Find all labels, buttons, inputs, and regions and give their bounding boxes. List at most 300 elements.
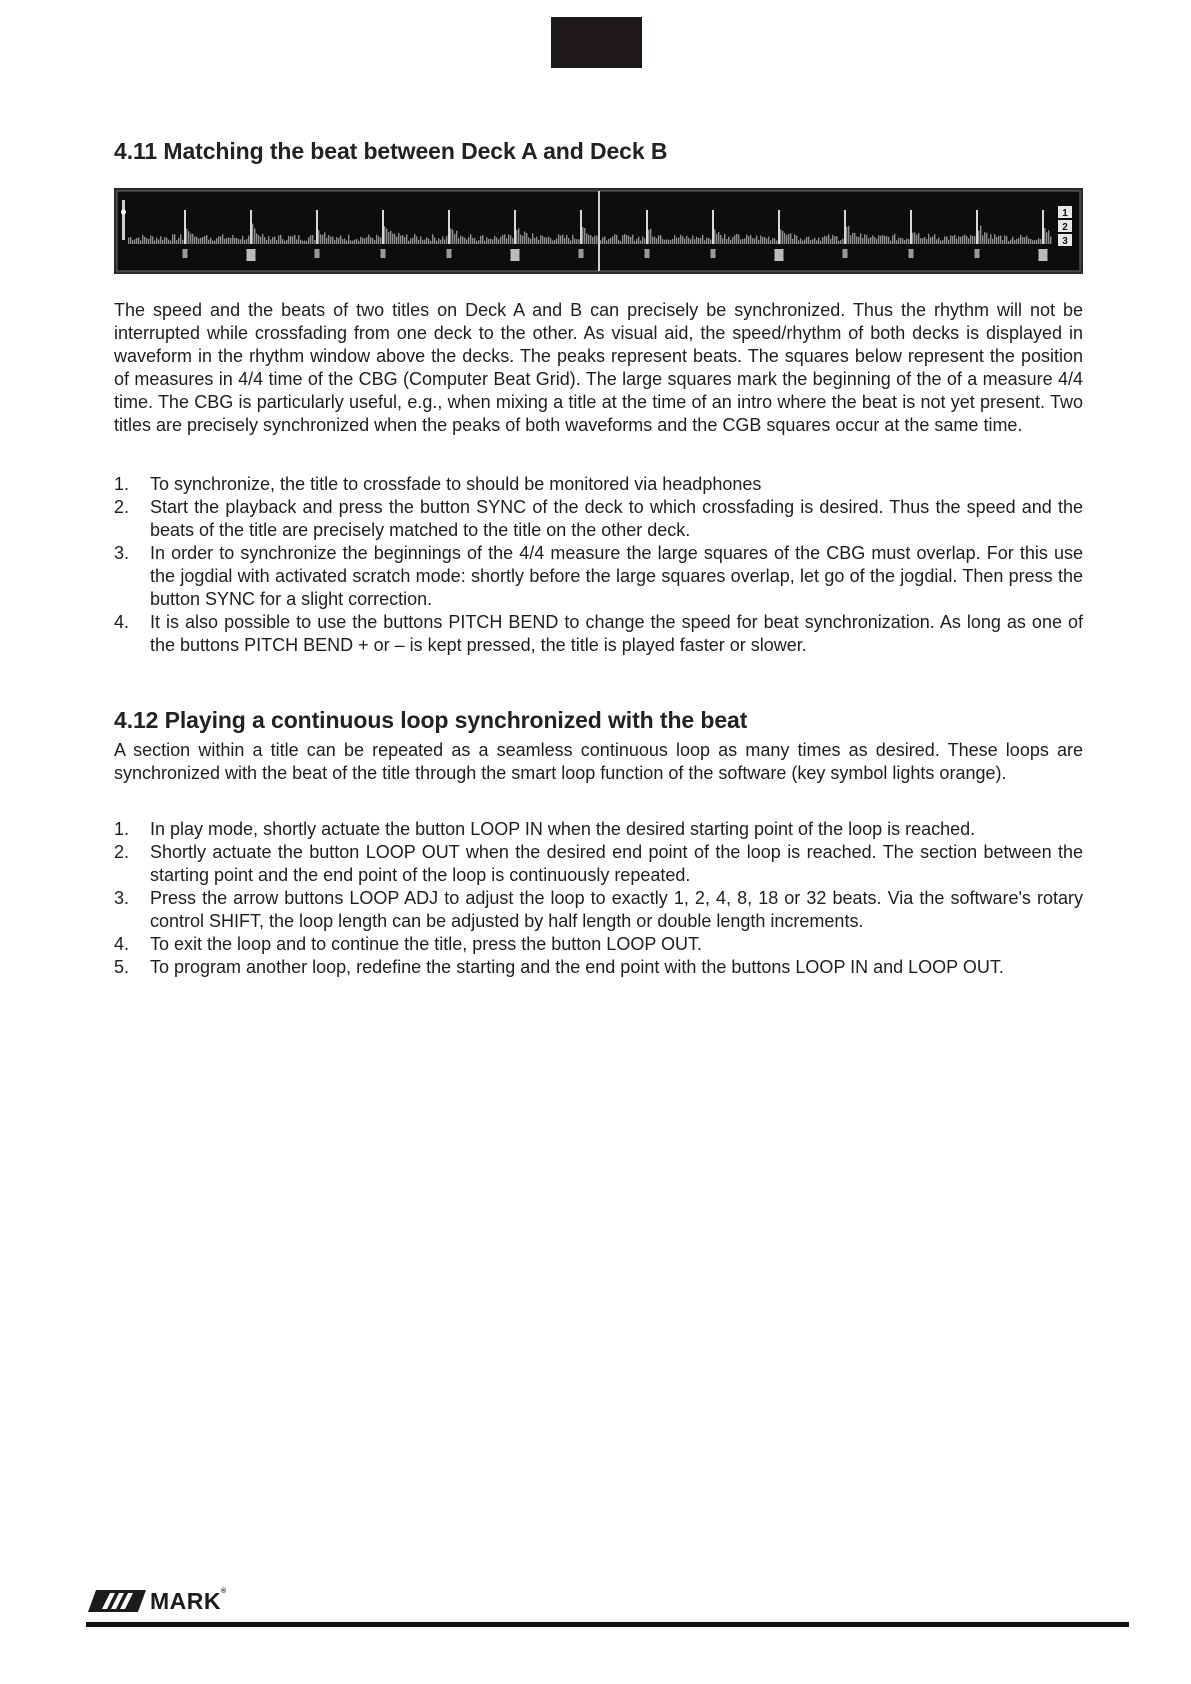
waveform-sample	[376, 235, 377, 244]
waveform-sample	[178, 238, 179, 244]
waveform-sample	[146, 238, 147, 244]
measure-square-large	[1039, 249, 1048, 261]
waveform-sample	[210, 238, 211, 244]
waveform-sample	[702, 235, 703, 244]
waveform-sample	[534, 238, 535, 244]
list-item: 1. In play mode, shortly actuate the button LOOP IN when the desired starting point of the loop is reached.	[114, 819, 976, 839]
waveform-sample	[532, 233, 533, 244]
waveform-sample	[436, 241, 437, 244]
waveform-sample	[644, 238, 645, 244]
waveform-sample	[252, 224, 253, 244]
waveform-sample	[872, 235, 873, 244]
waveform-sample	[560, 236, 561, 244]
measure-square	[645, 249, 650, 258]
track-start-dot	[121, 210, 126, 215]
waveform-sample	[552, 240, 553, 244]
waveform-sample	[744, 238, 745, 244]
waveform-sample	[918, 233, 919, 244]
waveform-sample	[592, 237, 593, 244]
measure-square	[315, 249, 320, 258]
waveform-sample	[346, 240, 347, 244]
waveform-sample	[658, 235, 659, 244]
waveform-sample	[306, 241, 307, 244]
waveform-sample	[442, 236, 443, 244]
waveform-sample	[694, 239, 695, 244]
waveform-sample	[1004, 235, 1005, 244]
waveform-sample	[954, 235, 955, 244]
waveform-sample	[230, 238, 231, 244]
waveform-sample	[144, 237, 145, 244]
waveform-sample	[166, 238, 167, 244]
waveform-sample	[462, 237, 463, 244]
waveform-sample	[400, 236, 401, 244]
waveform-sample	[950, 235, 951, 244]
waveform-sample	[662, 239, 663, 244]
waveform-sample	[370, 237, 371, 244]
beat-peak	[514, 210, 516, 244]
waveform-sample	[488, 239, 489, 244]
waveform-sample	[968, 238, 969, 244]
waveform-sample	[450, 228, 451, 244]
waveform-sample	[470, 234, 471, 244]
waveform-sample	[466, 240, 467, 244]
waveform-sample	[214, 241, 215, 244]
waveform-sample	[468, 237, 469, 244]
waveform-sample	[358, 241, 359, 244]
waveform-sample	[994, 234, 995, 244]
waveform-sample	[208, 240, 209, 244]
waveform-sample	[970, 235, 971, 244]
waveform-sample	[536, 237, 537, 244]
waveform-sample	[906, 238, 907, 244]
waveform-sample	[660, 235, 661, 244]
waveform-sample	[296, 239, 297, 244]
waveform-sample	[880, 236, 881, 244]
waveform-sample	[960, 237, 961, 244]
waveform-sample	[312, 235, 313, 244]
waveform-sample	[458, 238, 459, 244]
waveform-sample	[892, 235, 893, 244]
waveform-sample	[480, 236, 481, 244]
waveform-sample	[594, 236, 595, 244]
waveform-sample	[540, 235, 541, 244]
section-heading-4-12: 4.12 Playing a continuous loop synchronized with the beat	[114, 707, 748, 733]
waveform-sample	[618, 240, 619, 244]
waveform-sample	[798, 240, 799, 244]
waveform-sample	[848, 226, 849, 244]
waveform-sample	[638, 237, 639, 244]
waveform-sample	[254, 228, 255, 244]
waveform-sample	[278, 235, 279, 244]
waveform-sample	[426, 237, 427, 244]
waveform-sample	[686, 236, 687, 244]
waveform-sample	[806, 237, 807, 244]
waveform-sample	[724, 234, 725, 244]
footer-rule	[86, 1622, 1129, 1627]
waveform-sample	[596, 236, 597, 244]
waveform-sample	[188, 231, 189, 244]
waveform-sample	[768, 237, 769, 244]
waveform-sample	[148, 239, 149, 244]
waveform-sample	[788, 234, 789, 244]
waveform-sample	[866, 235, 867, 244]
waveform-sample	[380, 238, 381, 244]
waveform-sample	[194, 237, 195, 244]
waveform-sample	[198, 238, 199, 244]
waveform-sample	[424, 240, 425, 244]
waveform-sample	[802, 241, 803, 244]
measure-square-large	[247, 249, 256, 261]
brand-name: MARK®	[150, 1587, 227, 1614]
waveform-sample	[460, 236, 461, 244]
waveform-sample	[922, 238, 923, 244]
waveform-sample	[1010, 240, 1011, 244]
beat-peak	[844, 210, 846, 244]
beat-waveform-figure	[114, 188, 1083, 274]
waveform-sample	[152, 236, 153, 244]
waveform-sample	[946, 236, 947, 244]
waveform-sample	[888, 237, 889, 244]
waveform-sample	[256, 233, 257, 244]
beat-peak	[1042, 210, 1044, 244]
waveform-sample	[722, 238, 723, 244]
waveform-sample	[590, 235, 591, 244]
list-item: 5. To program another loop, redefine the starting and the end point with the buttons LOOP IN and LOOP OUT.	[114, 957, 1004, 977]
waveform-sample	[418, 240, 419, 244]
waveform-sample	[986, 233, 987, 244]
waveform-sample	[716, 234, 717, 244]
waveform-sample	[454, 234, 455, 244]
waveform-sample	[338, 238, 339, 244]
waveform-sample	[396, 237, 397, 244]
waveform-sample	[186, 229, 187, 244]
waveform-sample	[836, 236, 837, 244]
waveform-sample	[942, 240, 943, 244]
waveform-sample	[586, 233, 587, 244]
waveform-sample	[610, 238, 611, 244]
waveform-sample	[830, 239, 831, 244]
waveform-sample	[280, 235, 281, 244]
waveform-sample	[478, 240, 479, 244]
waveform-sample	[212, 240, 213, 244]
measure-square-large	[511, 249, 520, 261]
waveform-sample	[300, 240, 301, 244]
waveform-sample	[696, 237, 697, 244]
waveform-sample	[838, 241, 839, 244]
list-item: 4. To exit the loop and to continue the title, press the button LOOP OUT.	[114, 934, 702, 954]
beat-peak	[778, 210, 780, 244]
measure-square	[843, 249, 848, 258]
svg-text:1: 1	[1062, 208, 1068, 219]
waveform-sample	[132, 240, 133, 244]
waveform-sample	[464, 238, 465, 244]
waveform-sample	[1020, 235, 1021, 244]
waveform-sample	[566, 235, 567, 244]
waveform-sample	[274, 237, 275, 244]
waveform-sample	[506, 238, 507, 244]
waveform-sample	[746, 235, 747, 244]
waveform-sample	[228, 238, 229, 244]
waveform-sample	[800, 238, 801, 244]
waveform-sample	[920, 238, 921, 244]
waveform-sample	[158, 239, 159, 244]
waveform-sample	[574, 239, 575, 244]
waveform-sample	[964, 235, 965, 244]
waveform-sample	[728, 237, 729, 244]
waveform-sample	[386, 228, 387, 244]
waveform-sample	[1012, 237, 1013, 244]
waveform-sample	[238, 239, 239, 244]
waveform-sample	[130, 237, 131, 244]
svg-text:2: 2	[1062, 222, 1068, 233]
waveform-sample	[1048, 230, 1049, 244]
waveform-sample	[414, 234, 415, 244]
waveform-sample	[474, 238, 475, 244]
waveform-sample	[616, 235, 617, 244]
waveform-sample	[326, 238, 327, 244]
waveform-sample	[262, 234, 263, 244]
waveform-sample	[452, 230, 453, 244]
waveform-sample	[538, 240, 539, 244]
waveform-sample	[654, 237, 655, 244]
waveform-sample	[812, 239, 813, 244]
waveform-sample	[366, 237, 367, 244]
waveform-sample	[860, 233, 861, 244]
waveform-sample	[398, 233, 399, 244]
waveform-sample	[656, 238, 657, 244]
waveform-sample	[862, 238, 863, 244]
waveform-sample	[156, 238, 157, 244]
waveform-sample	[404, 237, 405, 244]
waveform-sample	[140, 240, 141, 244]
waveform-sample	[934, 234, 935, 244]
waveform-sample	[782, 231, 783, 244]
waveform-sample	[756, 235, 757, 244]
waveform-sample	[878, 235, 879, 244]
waveform-sample	[542, 236, 543, 244]
waveform-sample	[628, 236, 629, 244]
waveform-sample	[774, 238, 775, 244]
waveform-sample	[522, 236, 523, 244]
waveform-sample	[240, 239, 241, 244]
waveform-sample	[884, 236, 885, 244]
measure-square-large	[775, 249, 784, 261]
beat-peak	[646, 210, 648, 244]
list-item: 1. To synchronize, the title to crossfade to should be monitored via headphones	[114, 474, 762, 494]
waveform-sample	[204, 236, 205, 244]
waveform-sample	[352, 241, 353, 244]
waveform-sample	[902, 238, 903, 244]
waveform-sample	[134, 239, 135, 244]
waveform-sample	[978, 231, 979, 244]
waveform-sample	[908, 239, 909, 244]
waveform-sample	[846, 227, 847, 244]
waveform-sample	[876, 239, 877, 244]
waveform-sample	[692, 236, 693, 244]
waveform-sample	[668, 240, 669, 244]
waveform-sample	[620, 241, 621, 244]
waveform-sample	[726, 239, 727, 244]
waveform-sample	[966, 236, 967, 244]
waveform-sample	[840, 240, 841, 244]
waveform-sample	[890, 241, 891, 244]
waveform-sample	[772, 238, 773, 244]
waveform-sample	[432, 234, 433, 244]
waveform-sample	[320, 234, 321, 244]
measure-square	[447, 249, 452, 258]
waveform-sample	[760, 235, 761, 244]
waveform-sample	[622, 235, 623, 244]
waveform-sample	[874, 237, 875, 244]
waveform-sample	[882, 235, 883, 244]
waveform-sample	[150, 236, 151, 244]
waveform-sample	[858, 237, 859, 244]
svg-text:3: 3	[1062, 236, 1068, 247]
waveform-sample	[822, 237, 823, 244]
waveform-sample	[494, 236, 495, 244]
waveform-sample	[298, 235, 299, 244]
waveform-sample	[680, 235, 681, 244]
section-4-11-steps	[114, 473, 1083, 657]
waveform-sample	[308, 237, 309, 244]
waveform-sample	[928, 234, 929, 244]
waveform-sample	[608, 239, 609, 244]
waveform-sample	[1034, 240, 1035, 244]
waveform-sample	[314, 240, 315, 244]
waveform-sample	[780, 230, 781, 244]
waveform-sample	[684, 238, 685, 244]
waveform-sample	[602, 237, 603, 244]
waveform-sample	[992, 239, 993, 244]
waveform-sample	[688, 238, 689, 244]
waveform-sample	[1014, 240, 1015, 244]
waveform-sample	[518, 228, 519, 244]
waveform-sample	[334, 240, 335, 244]
waveform-sample	[784, 233, 785, 244]
waveform-sample	[916, 235, 917, 244]
list-item: 2. Shortly actuate the button LOOP OUT when the desired end point of the loop is reached. The section between the starting point and the end point of the loop is continuously repeated.	[114, 842, 1083, 885]
beat-peak	[910, 210, 912, 244]
playhead-line	[598, 191, 600, 271]
waveform-sample	[528, 237, 529, 244]
waveform-sample	[176, 240, 177, 244]
waveform-sample	[900, 238, 901, 244]
waveform-sample	[390, 231, 391, 244]
waveform-sample	[232, 235, 233, 244]
list-item: 4. It is also possible to use the buttons PITCH BEND to change the speed for beat synchronization. As long as one of the buttons PITCH BEND + or – is kept pressed, the title is played faster or slower.	[114, 612, 1083, 655]
waveform-sample	[500, 237, 501, 244]
waveform-sample	[486, 237, 487, 244]
waveform-sample	[990, 234, 991, 244]
waveform-sample	[634, 241, 635, 244]
waveform-sample	[710, 239, 711, 244]
waveform-sample	[248, 236, 249, 244]
beat-peak	[712, 210, 714, 244]
waveform-sample	[368, 235, 369, 244]
measure-square	[579, 249, 584, 258]
waveform-sample	[556, 238, 557, 244]
waveform-sample	[272, 237, 273, 244]
waveform-sample	[1030, 239, 1031, 244]
waveform-sample	[302, 241, 303, 244]
waveform-sample	[690, 239, 691, 244]
beat-peak	[250, 210, 252, 244]
waveform-sample	[354, 240, 355, 244]
waveform-sample	[754, 238, 755, 244]
waveform-sample	[1032, 240, 1033, 244]
waveform-sample	[384, 226, 385, 244]
waveform-sample	[1040, 239, 1041, 244]
waveform-sample	[472, 238, 473, 244]
waveform-sample	[632, 235, 633, 244]
waveform-sample	[284, 241, 285, 244]
waveform-sample	[264, 237, 265, 244]
deck-selector	[1058, 206, 1072, 247]
waveform-sample	[670, 240, 671, 244]
waveform-sample	[428, 239, 429, 244]
waveform-sample	[362, 238, 363, 244]
waveform-sample	[392, 234, 393, 244]
waveform-sample	[630, 237, 631, 244]
waveform-sample	[544, 237, 545, 244]
waveform-sample	[504, 234, 505, 244]
waveform-sample	[708, 238, 709, 244]
waveform-sample	[476, 241, 477, 244]
waveform-sample	[408, 241, 409, 244]
waveform-sample	[224, 239, 225, 244]
waveform-sample	[190, 234, 191, 244]
measure-square	[183, 249, 188, 258]
waveform-sample	[828, 234, 829, 244]
waveform-sample	[304, 240, 305, 244]
waveform-sample	[520, 234, 521, 244]
waveform-sample	[456, 231, 457, 244]
waveform-sample	[894, 234, 895, 244]
waveform-sample	[416, 236, 417, 244]
waveform-sample	[682, 236, 683, 244]
waveform-sample	[752, 238, 753, 244]
waveform-sample	[924, 237, 925, 244]
waveform-sample	[732, 237, 733, 244]
waveform-sample	[294, 235, 295, 244]
waveform-sample	[936, 239, 937, 244]
waveform-sample	[364, 238, 365, 244]
waveform-sample	[808, 237, 809, 244]
waveform-sample	[434, 237, 435, 244]
waveform-sample	[268, 236, 269, 244]
waveform-sample	[826, 236, 827, 244]
waveform-sample	[750, 235, 751, 244]
waveform-sample	[246, 239, 247, 244]
waveform-sample	[776, 240, 777, 244]
waveform-sample	[770, 240, 771, 244]
waveform-sample	[956, 239, 957, 244]
waveform-sample	[762, 237, 763, 244]
waveform-sample	[162, 240, 163, 244]
waveform-sample	[624, 234, 625, 244]
waveform-sample	[938, 238, 939, 244]
waveform-sample	[1022, 237, 1023, 244]
waveform-sample	[292, 236, 293, 244]
waveform-sample	[244, 240, 245, 244]
waveform-sample	[218, 236, 219, 244]
waveform-sample	[330, 237, 331, 244]
section-heading-4-11: 4.11 Matching the beat between Deck A and Deck B	[114, 138, 668, 164]
waveform-sample	[558, 235, 559, 244]
mark-logo-icon	[88, 1590, 146, 1612]
waveform-sample	[714, 229, 715, 244]
waveform-sample	[748, 236, 749, 244]
